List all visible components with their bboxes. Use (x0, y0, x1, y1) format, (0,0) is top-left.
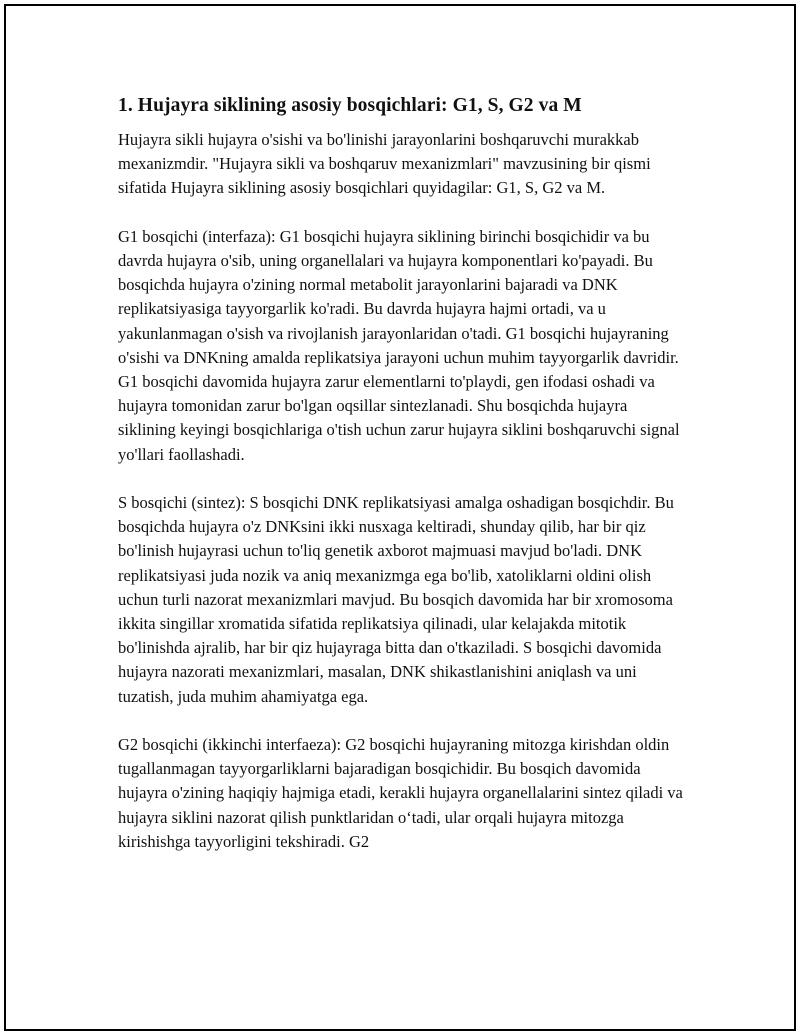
document-body (118, 92, 688, 878)
paragraph-s-phase: S bosqichi (sintez): S bosqichi DNK replikatsiyasi amalga oshadigan bosqichdir. Bu bosqichda hujayra o'z DNKsini ikki nusxaga keltiradi, shunday qilib, har bir qiz bo'linish hujayrasi uchun to'liq genetik axborot majmuasi mavjud bo'ladi. DNK replikatsiyasi juda nozik va aniq mexanizmga ega bo'lib, xatoliklarni oldini olish uchun turli nazorat mexanizmlari mavjud. Bu bosqich davomida har bir xromosoma ikkita singillar xromatida sifatida replikatsiya qilinadi, ular kelajakda mitotik bo'linishda ajralib, har bir qiz hujayraga bitta dan o'tkaziladi. S bosqichi davomida hujayra nazorati mexanizmlari, masalan, DNK shikastlanishini aniqlash va uni tuzatish, juda muhim ahamiyatga ega. (118, 493, 674, 706)
section-heading: 1. Hujayra siklining asosiy bosqichlari: G1, S, G2 va M (118, 95, 582, 116)
paragraph-g2-phase: G2 bosqichi (ikkinchi interfaeza): G2 bosqichi hujayraning mitozga kirishdan oldin tugallanmagan tayyorgarliklarni bajaradigan bosqichidir. Bu bosqich davomida hujayra o'zining haqiqiy hajmiga etadi, kerakli hujayra organellalarini sintez qiladi va hujayra siklini nazorat qilish punktlaridan o‘tadi, ular orqali hujayra mitozga kirishishga tayyorligini tekshiradi. G2 (118, 735, 683, 851)
paragraph-intro: Hujayra sikli hujayra o'sishi va bo'linishi jarayonlarini boshqaruvchi murakkab mexanizmdir. "Hujayra sikli va boshqaruv mexanizmlari" mavzusining bir qismi sifatida Hujayra siklining asosiy bosqichlari quyidagilar: G1, S, G2 va M. (118, 130, 651, 198)
paragraph-g1-phase: G1 bosqichi (interfaza): G1 bosqichi hujayra siklining birinchi bosqichidir va bu davrda hujayra o'sib, uning organellalari va hujayra komponentlari ko'payadi. Bu bosqichda hujayra o'zining normal metabolit jarayonlarini bajaradi va DNK replikatsiyasiga tayyorgarlik ko'radi. Bu davrda hujayra hajmi ortadi, va u yakunlanmagan o'sish va rivojlanish jarayonlaridan o'tadi. G1 bosqichi hujayraning o'sishi va DNKning amalda replikatsiya jarayoni uchun muhim tayyorgarlik davridir. G1 bosqichi davomida hujayra zarur elementlarni to'playdi, gen ifodasi oshadi va hujayra tomonidan zarur bo'lgan oqsillar sintezlanadi. Shu bosqichda hujayra siklining keyingi bosqichlariga o'tish uchun zarur hujayra siklini boshqaruvchi signal yo'llari faollashadi. (118, 226, 680, 464)
